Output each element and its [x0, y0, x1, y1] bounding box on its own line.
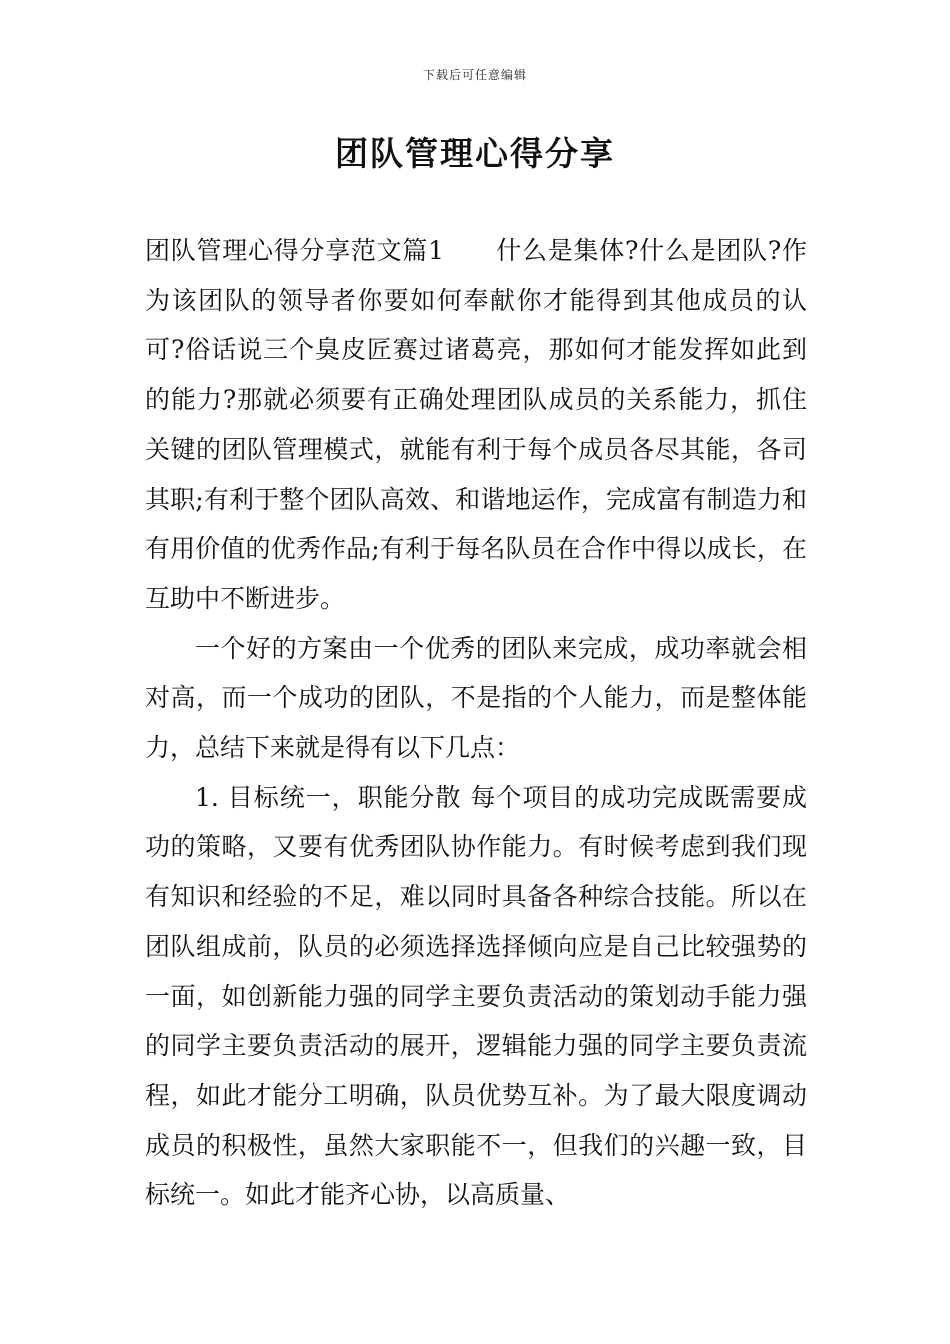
paragraph-summary: 一个好的方案由一个优秀的团队来完成，成功率就会相对高，而一个成功的团队，不是指的个人能力，而是整体能力，总结下来就是得有以下几点：	[145, 633, 807, 763]
document-title: 团队管理心得分享	[335, 134, 615, 173]
paragraph-point-1: 1. 目标统一，职能分散 每个项目的成功完成既需要成功的策略，又要有优秀团队协作能力。有时候考虑到我们现有知识和经验的不足，难以同时具备各种综合技能。所以在团队组成前，队员的必须选择选择倾向应是自己比较强势的一面，如创新能力强的同学主要负责活动的策划动手能力强的同学主要负责活动的展开，逻辑能力强的同学主要负责流程，如此才能分工明确，队员优势互补。为了最大限度调动成员的积极性，虽然大家职能不一，但我们的兴趣一致，目标统一。如此才能齐心协，以高质量、	[145, 782, 807, 1210]
document-body	[145, 226, 807, 1220]
header-note: 下载后可任意编辑	[422, 68, 527, 82]
paragraph-intro: 团队管理心得分享范文篇1 什么是集体?什么是团队?作为该团队的领导者你要如何奉献你才能得到其他成员的认可?俗话说三个臭皮匠赛过诸葛亮，那如何才能发挥如此到的能力?那就必须要有正确处理团队成员的关系能力，抓住关键的团队管理模式，就能有利于每个成员各尽其能，各司其职;有利于整个团队高效、和谐地运作，完成富有制造力和有用价值的优秀作品;有利于每名队员在合作中得以成长，在互助中不断进步。	[145, 236, 807, 613]
